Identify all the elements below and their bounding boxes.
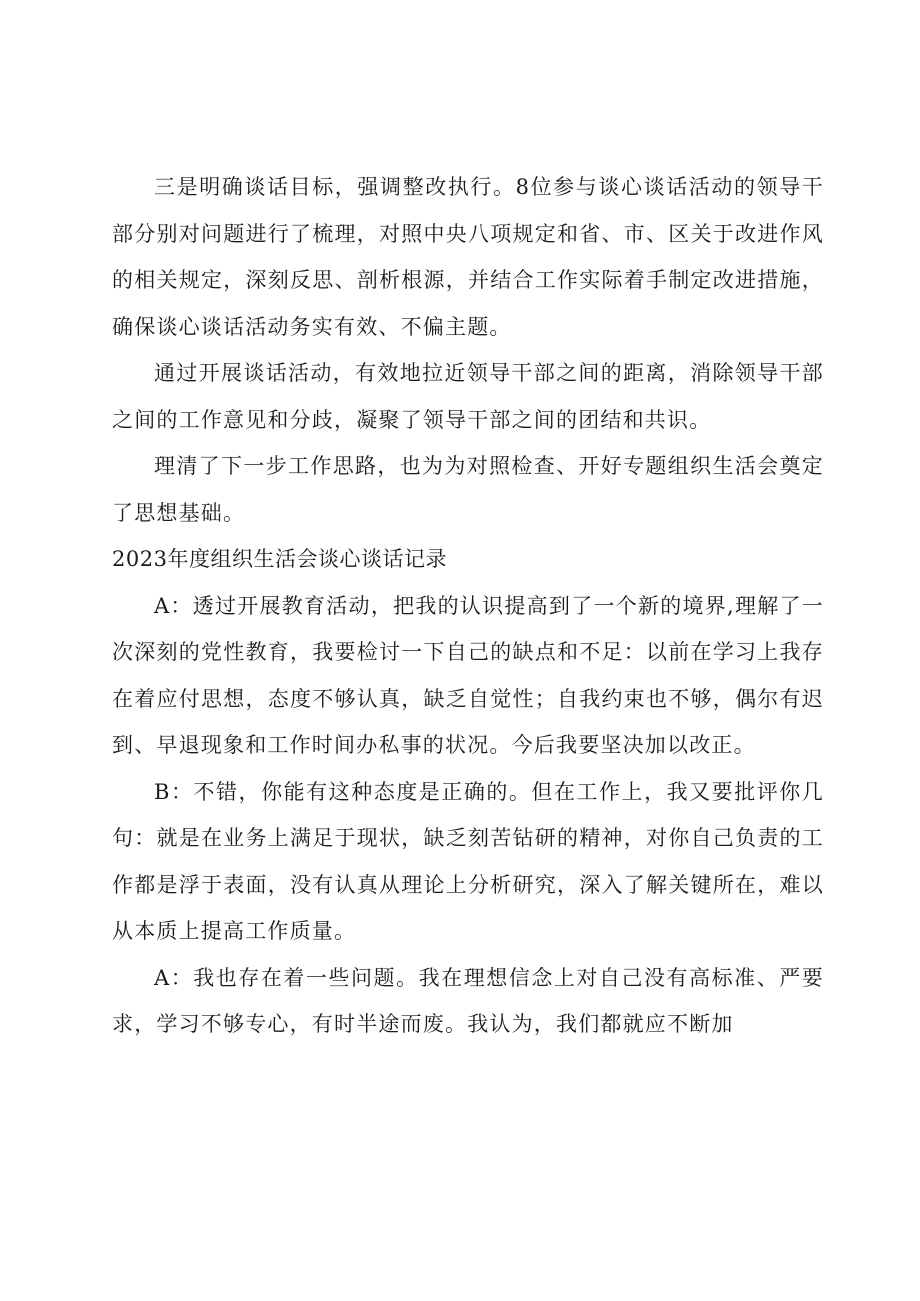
paragraph-foundation: 理清了下一步工作思路，也为为对照检查、开好专题组织生活会奠定了思想基础。 xyxy=(112,454,824,525)
paragraph-a-self-review: A：透过开展教育活动，把我的认识提高到了一个新的境界,理解了一次深刻的党性教育，我要检讨一下自己的缺点和不足：以前在学习上我存在着应付思想，态度不够认真，缺乏自觉性；自我约束也不够，偶尔有迟到、早退现象和工作时间办私事的状况。今后我要坚决加以改正。 xyxy=(112,593,824,757)
paragraph-rectification: 三是明确谈话目标，强调整改执行。8位参与谈心谈话活动的领导干部分别对问题进行了梳理，对照中央八项规定和省、市、区关于改进作风的相关规定，深刻反思、剖析根源，并结合工作实际着手制定改进措施，确保谈心谈话活动务实有效、不偏主题。 xyxy=(112,175,824,339)
section-heading: 2023年度组织生活会谈心谈话记录 xyxy=(112,547,447,571)
paragraph-a-problems: A：我也存在着一些问题。我在理想信念上对自己没有高标准、严要求，学习不够专心，有时半途而废。我认为，我们都就应不断加 xyxy=(112,965,824,1036)
paragraph-distance: 通过开展谈话活动，有效地拉近领导干部之间的距离，消除领导干部之间的工作意见和分歧，凝聚了领导干部之间的团结和共识。 xyxy=(112,361,824,432)
paragraph-b-criticism: B：不错，你能有这种态度是正确的。但在工作上，我又要批评你几句：就是在业务上满足于现状，缺乏刻苦钻研的精神，对你自己负责的工作都是浮于表面，没有认真从理论上分析研究，深入了解关键所在，难以从本质上提高工作质量。 xyxy=(112,779,824,943)
document-body xyxy=(112,164,824,1048)
